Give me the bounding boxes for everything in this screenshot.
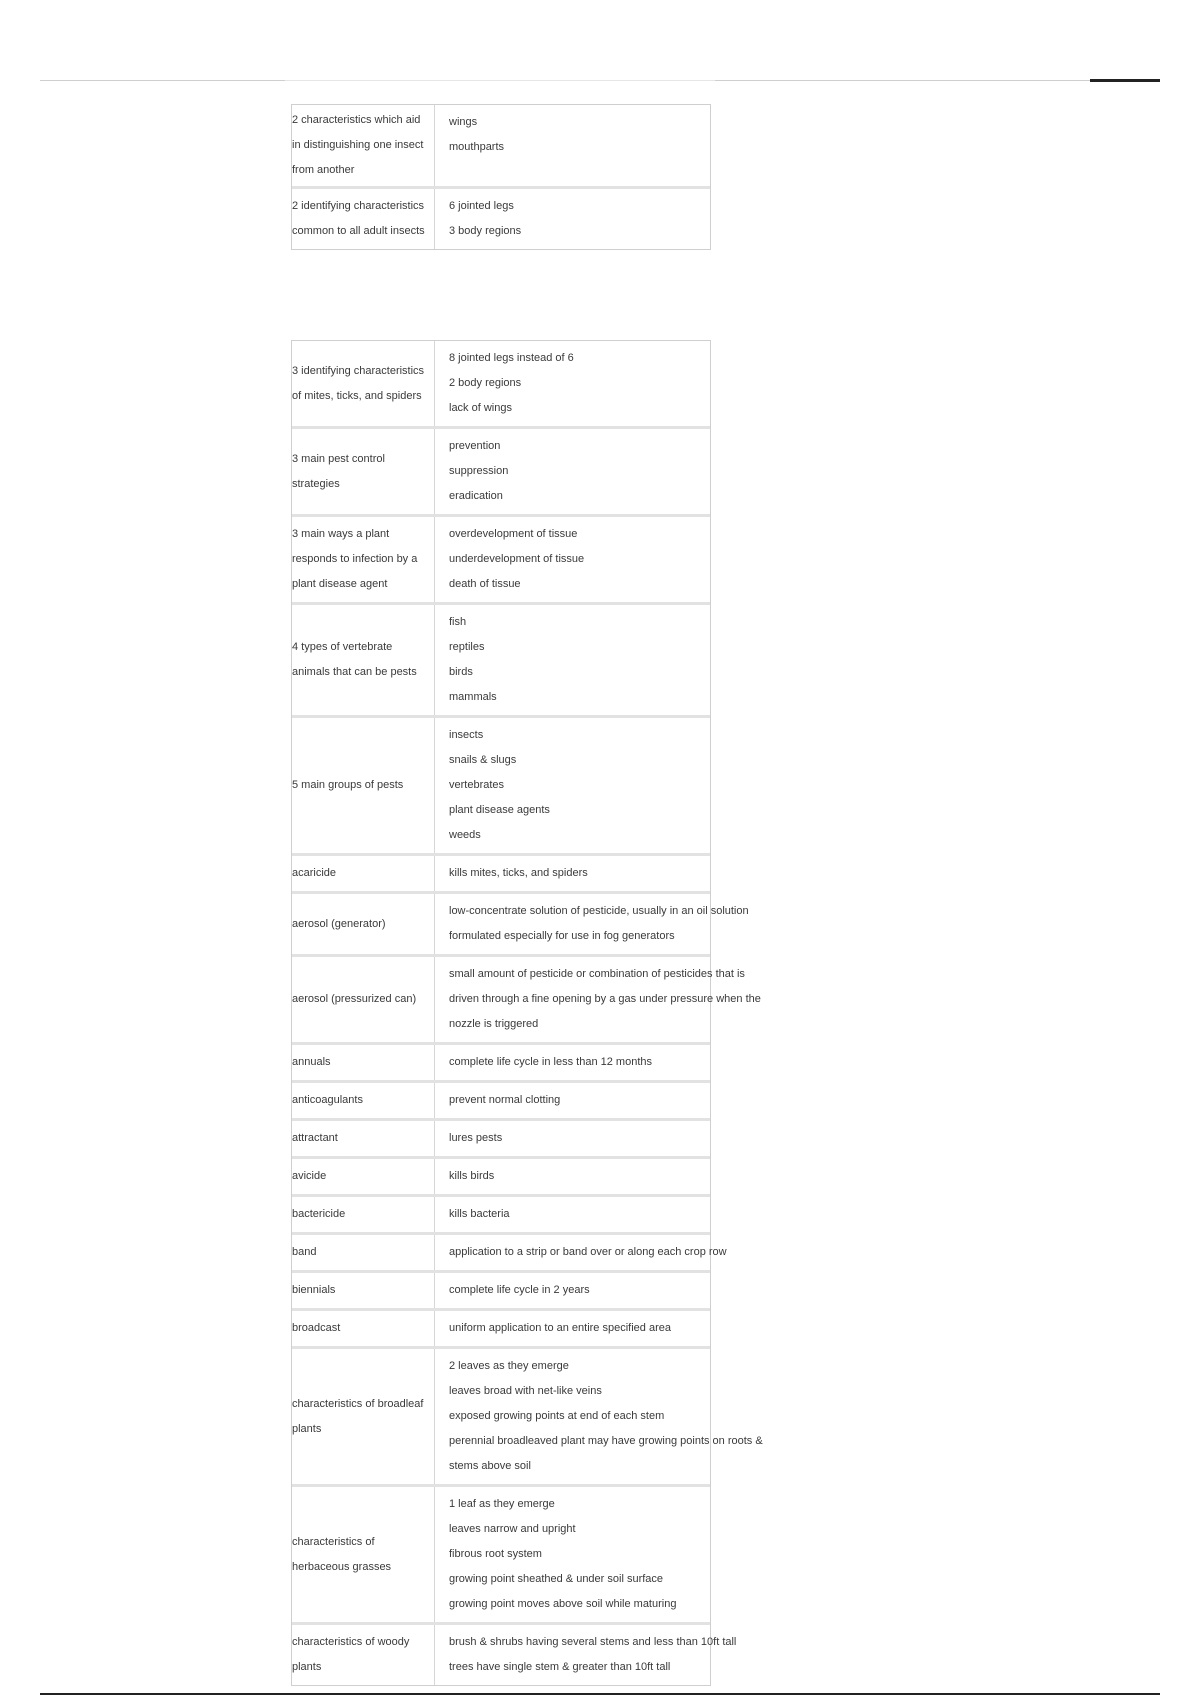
term-label: 3 identifying characteristics of mites, ticks, and spiders [292, 341, 435, 426]
term-row [292, 856, 710, 894]
footer-rule [40, 1693, 1160, 1695]
definition-list [435, 894, 759, 954]
term-label: avicide [292, 1159, 435, 1194]
term-row [292, 1625, 737, 1685]
definition-line: lures pests [449, 1132, 503, 1144]
definition-line: exposed growing points at end of each stem [449, 1410, 665, 1422]
definition-line: kills mites, ticks, and spiders [449, 867, 588, 879]
term-row [292, 1121, 710, 1159]
header-rule-left [40, 80, 285, 81]
definition-line: driven through a fine opening by a gas under pressure when the [449, 993, 761, 1005]
definition-line: 8 jointed legs instead of 6 [449, 352, 574, 364]
term-label: characteristics of woody plants [292, 1625, 435, 1685]
term-label: annuals [292, 1045, 435, 1080]
definition-line: leaves broad with net-like veins [449, 1385, 602, 1397]
definition-list [435, 718, 710, 853]
definition-line: leaves narrow and upright [449, 1523, 576, 1535]
definition-line: weeds [449, 829, 481, 841]
definition-line: 2 leaves as they emerge [449, 1360, 569, 1372]
term-label: anticoagulants [292, 1083, 435, 1118]
definition-line: lack of wings [449, 402, 512, 414]
definition-line: small amount of pesticide or combination of pesticides that is [449, 968, 745, 980]
term-row [292, 718, 710, 856]
definition-list [435, 856, 710, 891]
term-label: bactericide [292, 1197, 435, 1232]
definition-line: eradication [449, 490, 503, 502]
term-row [292, 1159, 710, 1197]
definition-list [435, 1311, 710, 1346]
definition-line: 3 body regions [449, 225, 522, 237]
definition-line: wings [449, 116, 478, 128]
term-row [292, 894, 749, 957]
definition-line: stems above soil [449, 1460, 531, 1472]
term-label: 5 main groups of pests [292, 718, 435, 853]
definition-line: prevent normal clotting [449, 1094, 561, 1106]
term-row [292, 105, 710, 189]
definition-line: plant disease agents [449, 804, 550, 816]
definition-line: growing point moves above soil while maturing [449, 1598, 677, 1610]
term-label: characteristics of broadleaf plants [292, 1349, 435, 1484]
definition-list [435, 957, 771, 1042]
definition-list [435, 1487, 710, 1622]
definition-line: 6 jointed legs [449, 200, 514, 212]
definition-line: brush & shrubs having several stems and less than 10ft tall [449, 1636, 737, 1648]
term-label: biennials [292, 1273, 435, 1308]
term-label: acaricide [292, 856, 435, 891]
flashcard-table-main [291, 340, 763, 1686]
term-label: 4 types of vertebrate animals that can be pests [292, 605, 435, 715]
definition-line: mammals [449, 691, 497, 703]
definition-line: snails & slugs [449, 754, 517, 766]
term-label: aerosol (pressurized can) [292, 957, 435, 1042]
definition-line: birds [449, 666, 473, 678]
header-rule-center [285, 80, 715, 81]
definition-line: complete life cycle in less than 12 months [449, 1056, 652, 1068]
term-label: characteristics of herbaceous grasses [292, 1487, 435, 1622]
term-row [292, 957, 761, 1045]
term-row [292, 517, 710, 605]
definition-line: formulated especially for use in fog generators [449, 930, 675, 942]
definition-list [435, 1625, 746, 1685]
definition-line: insects [449, 729, 484, 741]
definition-line: underdevelopment of tissue [449, 553, 585, 565]
term-label: 2 identifying characteristics common to all adult insects [292, 189, 435, 249]
definition-list [435, 341, 710, 426]
term-label: 3 main pest control strategies [292, 429, 435, 514]
term-row [292, 429, 710, 517]
definition-list [435, 1273, 710, 1308]
definition-line: kills birds [449, 1170, 495, 1182]
term-row [292, 1487, 710, 1625]
flashcard-table-top [291, 104, 711, 250]
definition-line: 1 leaf as they emerge [449, 1498, 555, 1510]
definition-list [435, 189, 710, 249]
term-label: band [292, 1235, 435, 1270]
definition-line: reptiles [449, 641, 485, 653]
definition-list [435, 1197, 710, 1232]
definition-list [435, 429, 710, 514]
definition-line: vertebrates [449, 779, 505, 791]
definition-line: low-concentrate solution of pesticide, usually in an oil solution [449, 905, 749, 917]
header-accent-bar [1090, 79, 1160, 82]
definition-line: growing point sheathed & under soil surface [449, 1573, 664, 1585]
definition-list [435, 517, 710, 602]
definition-line: mouthparts [449, 141, 505, 153]
term-row [292, 1083, 710, 1121]
definition-line: prevention [449, 440, 501, 452]
definition-line: complete life cycle in 2 years [449, 1284, 590, 1296]
definition-list [435, 1159, 710, 1194]
definition-list [435, 1235, 737, 1270]
term-label: aerosol (generator) [292, 894, 435, 954]
term-row [292, 1235, 727, 1273]
term-label: broadcast [292, 1311, 435, 1346]
term-label: attractant [292, 1121, 435, 1156]
term-row [292, 189, 710, 249]
definition-line: nozzle is triggered [449, 1018, 539, 1030]
definition-list [435, 605, 710, 715]
definition-line: suppression [449, 465, 509, 477]
definition-list [435, 1083, 710, 1118]
definition-line: trees have single stem & greater than 10ft tall [449, 1661, 671, 1673]
term-row [292, 341, 710, 429]
definition-list [435, 105, 710, 186]
definition-line: fish [449, 616, 467, 628]
term-row [292, 1045, 710, 1083]
term-row [292, 1311, 710, 1349]
term-row [292, 1349, 763, 1487]
definition-list [435, 1121, 710, 1156]
definition-line: overdevelopment of tissue [449, 528, 578, 540]
term-row [292, 605, 710, 718]
definition-line: 2 body regions [449, 377, 522, 389]
definition-line: uniform application to an entire specified area [449, 1322, 671, 1334]
term-row [292, 1273, 710, 1311]
definition-line: kills bacteria [449, 1208, 510, 1220]
definition-list [435, 1349, 773, 1484]
definition-list [435, 1045, 710, 1080]
term-label: 3 main ways a plant responds to infection by a plant disease agent [292, 517, 435, 602]
definition-line: perennial broadleaved plant may have growing points on roots & [449, 1435, 763, 1447]
definition-line: death of tissue [449, 578, 521, 590]
term-row [292, 1197, 710, 1235]
header-rule-right [715, 80, 1090, 81]
term-label: 2 characteristics which aid in distinguishing one insect from another [292, 105, 435, 186]
definition-line: fibrous root system [449, 1548, 542, 1560]
definition-line: application to a strip or band over or along each crop row [449, 1246, 727, 1258]
